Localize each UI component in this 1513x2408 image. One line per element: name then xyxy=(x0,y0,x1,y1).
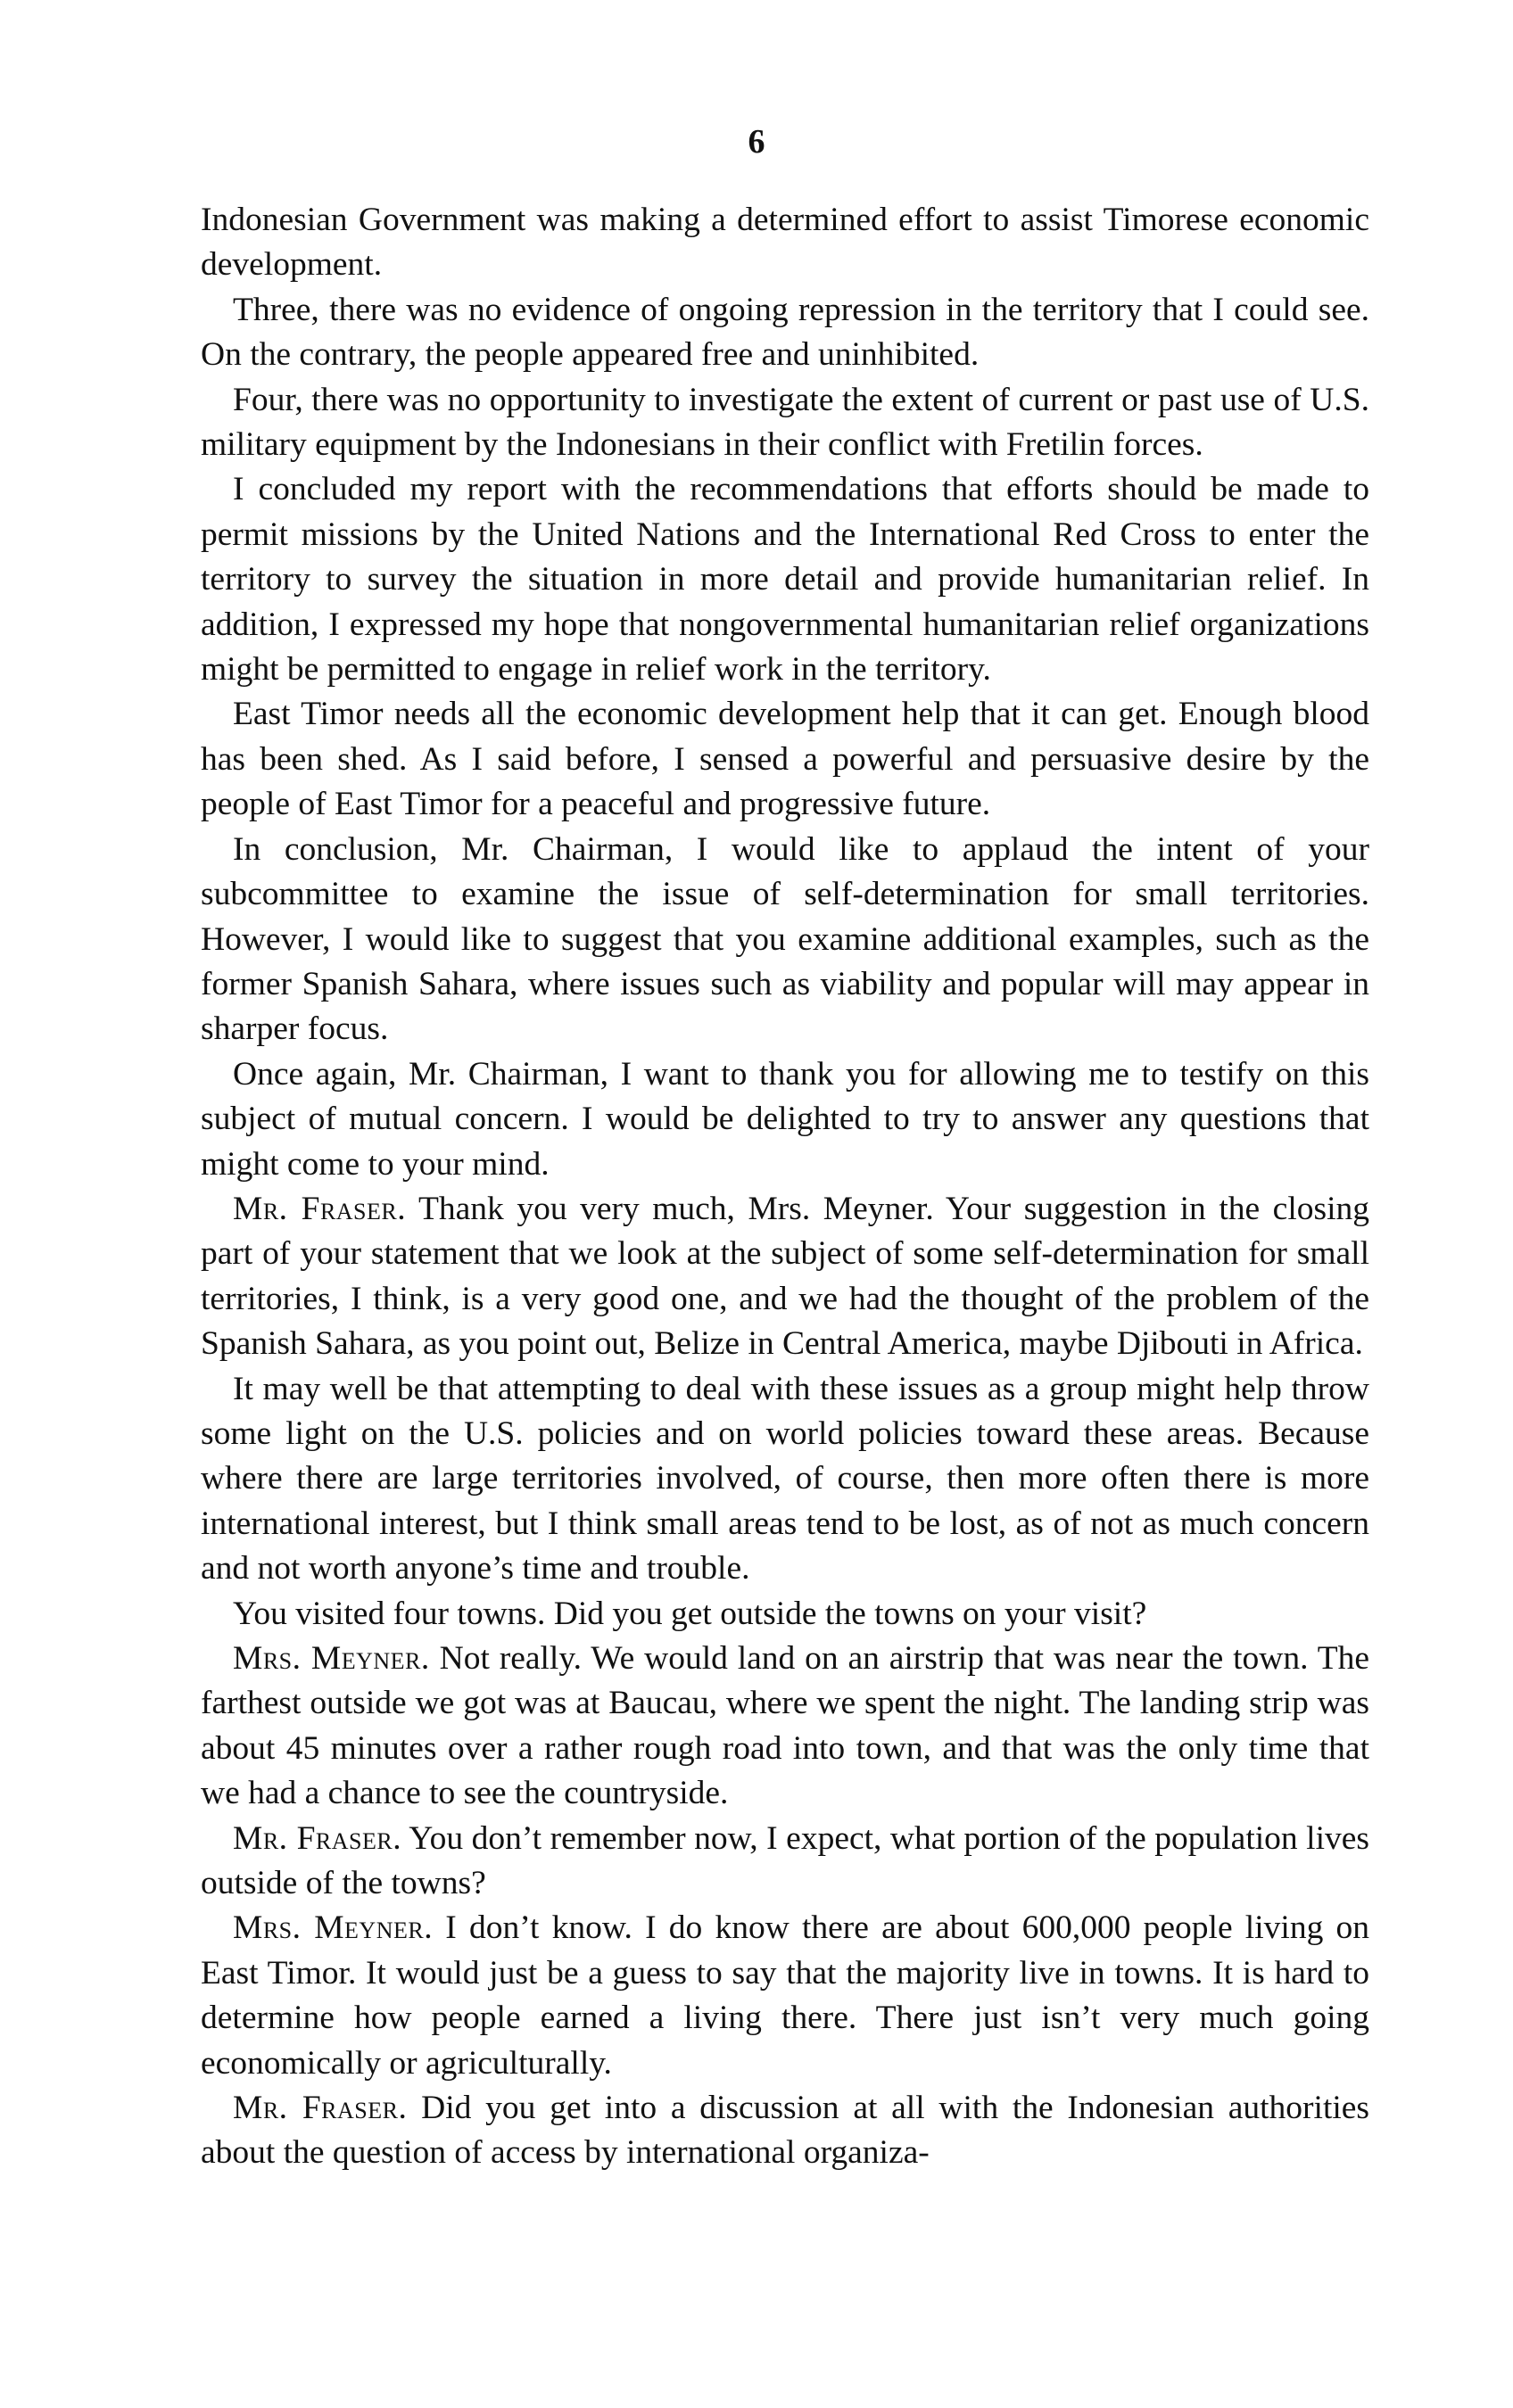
paragraph-text: Did you get into a discussion at all with the Indonesian authorities about the question of access by international organiza- xyxy=(201,2090,1370,2172)
paragraph-10 xyxy=(201,1592,1369,1637)
paragraph-text: It may well be that attempting to deal with these issues as a group might help throw some light on the U.S. policies and on world policies toward these areas. Because where there are large territories involved, of course, then more often there is more international interest, but I think small areas tend to be lost, as of not as much concern and not worth anyone’s time and trouble. xyxy=(201,1370,1369,1587)
paragraph-text: Once again, Mr. Chairman, I want to thank you for allowing me to testify on this subject of mutual concern. I would be delighted to try to answer any questions that might come to your mind. xyxy=(201,1055,1369,1183)
paragraph-14 xyxy=(201,2086,1369,2176)
paragraph-12 xyxy=(201,1817,1369,1907)
document-body xyxy=(201,198,1369,2176)
speaker-name: Mr. Fraser. xyxy=(233,1190,407,1227)
speaker-name: Mrs. Meyner. xyxy=(233,1909,434,1947)
paragraph-text: In conclusion, Mr. Chairman, I would like to applaud the intent of your subcommittee to examine the issue of self-determination for small territories. However, I would like to suggest that you examine additional examples, such as the former Spanish Sahara, where issues such as viability and popular will may appear in sharper focus. xyxy=(201,830,1369,1048)
speaker-name: Mr. Fraser. xyxy=(233,1819,402,1857)
paragraph-text: You visited four towns. Did you get outside the towns on your visit? xyxy=(233,1595,1147,1632)
paragraph-9 xyxy=(201,1367,1369,1592)
speaker-name: Mrs. Meyner. xyxy=(233,1640,430,1677)
paragraph-11 xyxy=(201,1637,1369,1817)
paragraph-4 xyxy=(201,467,1369,692)
paragraph-text: You don’t remember now, I expect, what portion of the population lives outside of the towns? xyxy=(201,1819,1370,1902)
paragraph-2 xyxy=(201,288,1369,378)
paragraph-3 xyxy=(201,378,1369,468)
paragraph-text: Indonesian Government was making a determined effort to assist Timorese economic development. xyxy=(201,202,1369,284)
paragraph-13 xyxy=(201,1906,1369,2086)
paragraph-text: Thank you very much, Mrs. Meyner. Your suggestion in the closing part of your statement that we look at the subject of some self-determination for small territories, I think, is a very good one, and we had the thought of the problem of the Spanish Sahara, as you point out, Belize in Central America, maybe Djibouti in Africa. xyxy=(201,1190,1370,1363)
paragraph-text: Four, there was no opportunity to investigate the extent of current or past use of U.S. military equipment by the Indonesians in their conflict with Fretilin forces. xyxy=(201,381,1369,464)
paragraph-1 xyxy=(201,198,1369,288)
paragraph-5 xyxy=(201,692,1369,827)
page-number: 6 xyxy=(748,123,765,161)
speaker-name: Mr. Fraser. xyxy=(233,2090,408,2127)
paragraph-text: I don’t know. I do know there are about 600,000 people living on East Timor. It would just be a guess to say that the majority live in towns. It is hard to determine how people earned a living there. There just isn’t very much going economically or agriculturally. xyxy=(201,1909,1370,2082)
paragraph-6 xyxy=(201,828,1369,1052)
paragraph-text: Not really. We would land on an airstrip that was near the town. The farthest outside we got was at Baucau, where we spent the night. The landing strip was about 45 minutes over a rather rough road into town, and that was the only time that we had a chance to see the countryside. xyxy=(201,1640,1369,1812)
paragraph-text: I concluded my report with the recommendations that efforts should be made to permit missions by the United Nations and the International Red Cross to enter the territory to survey the situation in more detail and provide humanitarian relief. In addition, I expressed my hope that nongovernmental humanitarian relief organizations might be permitted to engage in relief work in the territory. xyxy=(201,471,1369,689)
paragraph-8 xyxy=(201,1187,1369,1367)
paragraph-text: Three, there was no evidence of ongoing repression in the territory that I could see. On the contrary, the people appeared free and uninhibited. xyxy=(201,291,1369,374)
paragraph-text: East Timor needs all the economic development help that it can get. Enough blood has been shed. As I said before, I sensed a powerful and persuasive desire by the people of East Timor for a peaceful and progressive future. xyxy=(201,696,1369,823)
paragraph-7 xyxy=(201,1052,1369,1187)
